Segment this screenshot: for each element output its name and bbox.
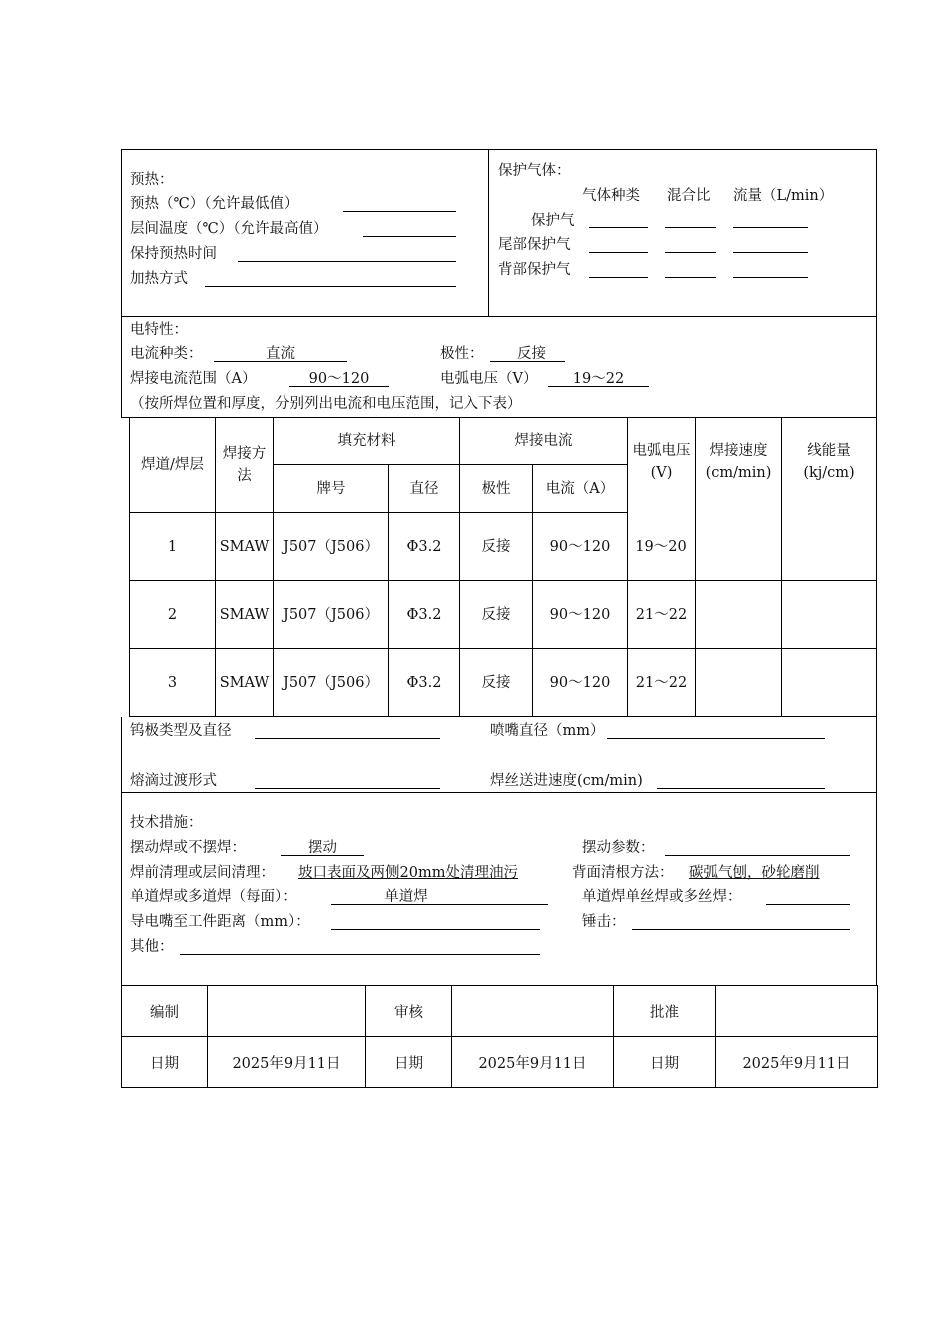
cleaning-value: 坡口表面及两侧20mm处清理油污 (298, 865, 518, 881)
tail-gas-flow-field[interactable] (733, 252, 808, 253)
peening-field[interactable] (632, 929, 850, 930)
preheat-temp-label: 预热（℃）（允许最低值） (130, 196, 299, 212)
row2-heat[interactable] (782, 581, 877, 649)
current-range-label: 焊接电流范围（A） (130, 371, 257, 387)
row2-method: SMAW (216, 581, 274, 649)
back-gas-flow-field[interactable] (733, 277, 808, 278)
arc-voltage-label: 电弧电压（V） (440, 371, 538, 387)
approved-date: 2025年9月11日 (716, 1037, 878, 1088)
heating-method-field[interactable] (205, 286, 456, 287)
interpass-temp-field[interactable] (363, 236, 456, 237)
heating-method-label: 加热方式 (130, 271, 188, 287)
shield-gas-type-field[interactable] (589, 227, 648, 228)
pass-value: 单道焊 (384, 889, 428, 905)
row2-current: 90～120 (533, 581, 628, 649)
row2-brand: J507（J506） (274, 581, 389, 649)
shield-gas-label: 保护气 (531, 213, 575, 229)
prepared-signature[interactable] (208, 986, 366, 1037)
back-gouge-value: 碳弧气刨，砂轮磨削 (689, 865, 820, 881)
tail-gas-label: 尾部保护气 (498, 237, 571, 253)
cleaning-label: 焊前清理或层间清理： (130, 865, 275, 881)
weave-value: 摆动 (308, 840, 337, 856)
electrical-note: （按所焊位置和厚度，分别列出电流和电压范围，记入下表） (130, 396, 522, 412)
electrical-title: 电特性： (130, 322, 188, 338)
row2-pass: 2 (130, 581, 216, 649)
row3-current: 90～120 (533, 649, 628, 717)
row1-brand: J507（J506） (274, 513, 389, 581)
reviewed-label: 审核 (366, 986, 452, 1037)
polarity-label: 极性： (440, 346, 484, 362)
row3-polarity: 反接 (460, 649, 533, 717)
row2-voltage: 21～22 (628, 581, 696, 649)
shield-gas-mix-field[interactable] (665, 227, 716, 228)
transfer-field[interactable] (255, 788, 440, 789)
electrode-label: 钨极类型及直径 (130, 723, 232, 739)
row2-dia: Φ3.2 (389, 581, 460, 649)
row1-pass: 1 (130, 513, 216, 581)
date-label-2: 日期 (366, 1037, 452, 1088)
tungsten-right-border (876, 717, 877, 793)
flow-header: 流量（L/min） (733, 188, 834, 204)
wire-speed-field[interactable] (657, 788, 825, 789)
pass-label: 单道焊或多道焊（每面）： (130, 889, 297, 905)
current-type-label: 电流种类： (130, 346, 203, 362)
mix-ratio-header: 混合比 (667, 188, 711, 204)
prepared-date: 2025年9月11日 (208, 1037, 366, 1088)
transfer-label: 熔滴过渡形式 (130, 773, 217, 789)
row3-brand: J507（J506） (274, 649, 389, 717)
signoff-table (121, 985, 878, 1088)
row2-speed[interactable] (696, 581, 782, 649)
wire-count-field[interactable] (766, 904, 850, 905)
section-divider (488, 149, 489, 317)
hold-time-label: 保持预热时间 (130, 246, 217, 262)
current-type-value: 直流 (266, 346, 295, 362)
weave-label: 摆动焊或不摆焊： (130, 840, 246, 856)
header-pass: 焊道/焊层 (130, 418, 216, 513)
row1-voltage: 19～20 (635, 539, 687, 555)
wire-speed-label: 焊丝送进速度(cm/min) (490, 773, 643, 789)
technique-title: 技术措施： (130, 815, 203, 831)
row3-speed[interactable] (696, 649, 782, 717)
current-range-value: 90～120 (308, 371, 370, 387)
weave-param-label: 摆动参数： (582, 840, 655, 856)
date-label-3: 日期 (614, 1037, 716, 1088)
interpass-temp-label: 层间温度（℃）（允许最高值） (130, 221, 328, 237)
row1-dia: Φ3.2 (389, 513, 460, 581)
weld-parameter-table (129, 417, 877, 717)
header-heat-input: 线能量(kj/cm) (782, 418, 877, 581)
other-field[interactable] (180, 954, 540, 955)
wire-count-label: 单道焊单丝焊或多丝焊： (582, 889, 742, 905)
gas-type-header: 气体种类 (582, 188, 640, 204)
row3-voltage: 21～22 (628, 649, 696, 717)
approved-signature[interactable] (716, 986, 878, 1037)
preheat-title: 预热： (130, 172, 174, 188)
back-gas-label: 背部保护气 (498, 262, 571, 278)
header-filler-brand: 牌号 (274, 465, 389, 513)
arc-voltage-value: 19～22 (572, 371, 625, 387)
hold-time-field[interactable] (238, 261, 456, 262)
reviewed-signature[interactable] (452, 986, 614, 1037)
row3-dia: Φ3.2 (389, 649, 460, 717)
header-current-a: 电流（A） (533, 465, 628, 513)
approved-label: 批准 (614, 986, 716, 1037)
back-gouge-label: 背面清根方法： (572, 865, 674, 881)
row1-polarity: 反接 (460, 513, 533, 581)
ctwd-label: 导电嘴至工件距离（mm）： (130, 914, 310, 930)
ctwd-field[interactable] (331, 929, 540, 930)
preheat-temp-field[interactable] (343, 211, 456, 212)
back-gas-type-field[interactable] (589, 277, 648, 278)
row1-current: 90～120 (533, 513, 628, 581)
nozzle-field[interactable] (607, 738, 825, 739)
tail-gas-mix-field[interactable] (665, 252, 716, 253)
header-filler-dia: 直径 (389, 465, 460, 513)
header-voltage: 电弧电压(V) (628, 418, 696, 581)
row2-polarity: 反接 (460, 581, 533, 649)
electrode-field[interactable] (255, 738, 440, 739)
header-polarity: 极性 (460, 465, 533, 513)
reviewed-date: 2025年9月11日 (452, 1037, 614, 1088)
back-gas-mix-field[interactable] (665, 277, 716, 278)
row3-method: SMAW (216, 649, 274, 717)
shielding-title: 保护气体： (498, 163, 571, 179)
header-speed: 焊接速度(cm/min) (696, 418, 782, 581)
row3-pass: 3 (130, 649, 216, 717)
prepared-label: 编制 (122, 986, 208, 1037)
other-label: 其他： (130, 939, 174, 955)
nozzle-label: 喷嘴直径（mm） (490, 723, 605, 739)
row1-method: SMAW (216, 513, 274, 581)
polarity-value: 反接 (517, 346, 546, 362)
header-method: 焊接方法 (216, 418, 274, 513)
row3-heat[interactable] (782, 649, 877, 717)
shield-gas-flow-field[interactable] (733, 227, 808, 228)
tungsten-left-border (121, 717, 122, 793)
tail-gas-type-field[interactable] (589, 252, 648, 253)
header-filler: 填充材料 (274, 418, 460, 465)
date-label-1: 日期 (122, 1037, 208, 1088)
weave-param-field[interactable] (665, 855, 850, 856)
header-current: 焊接电流 (460, 418, 628, 465)
peening-label: 锤击： (582, 914, 626, 930)
